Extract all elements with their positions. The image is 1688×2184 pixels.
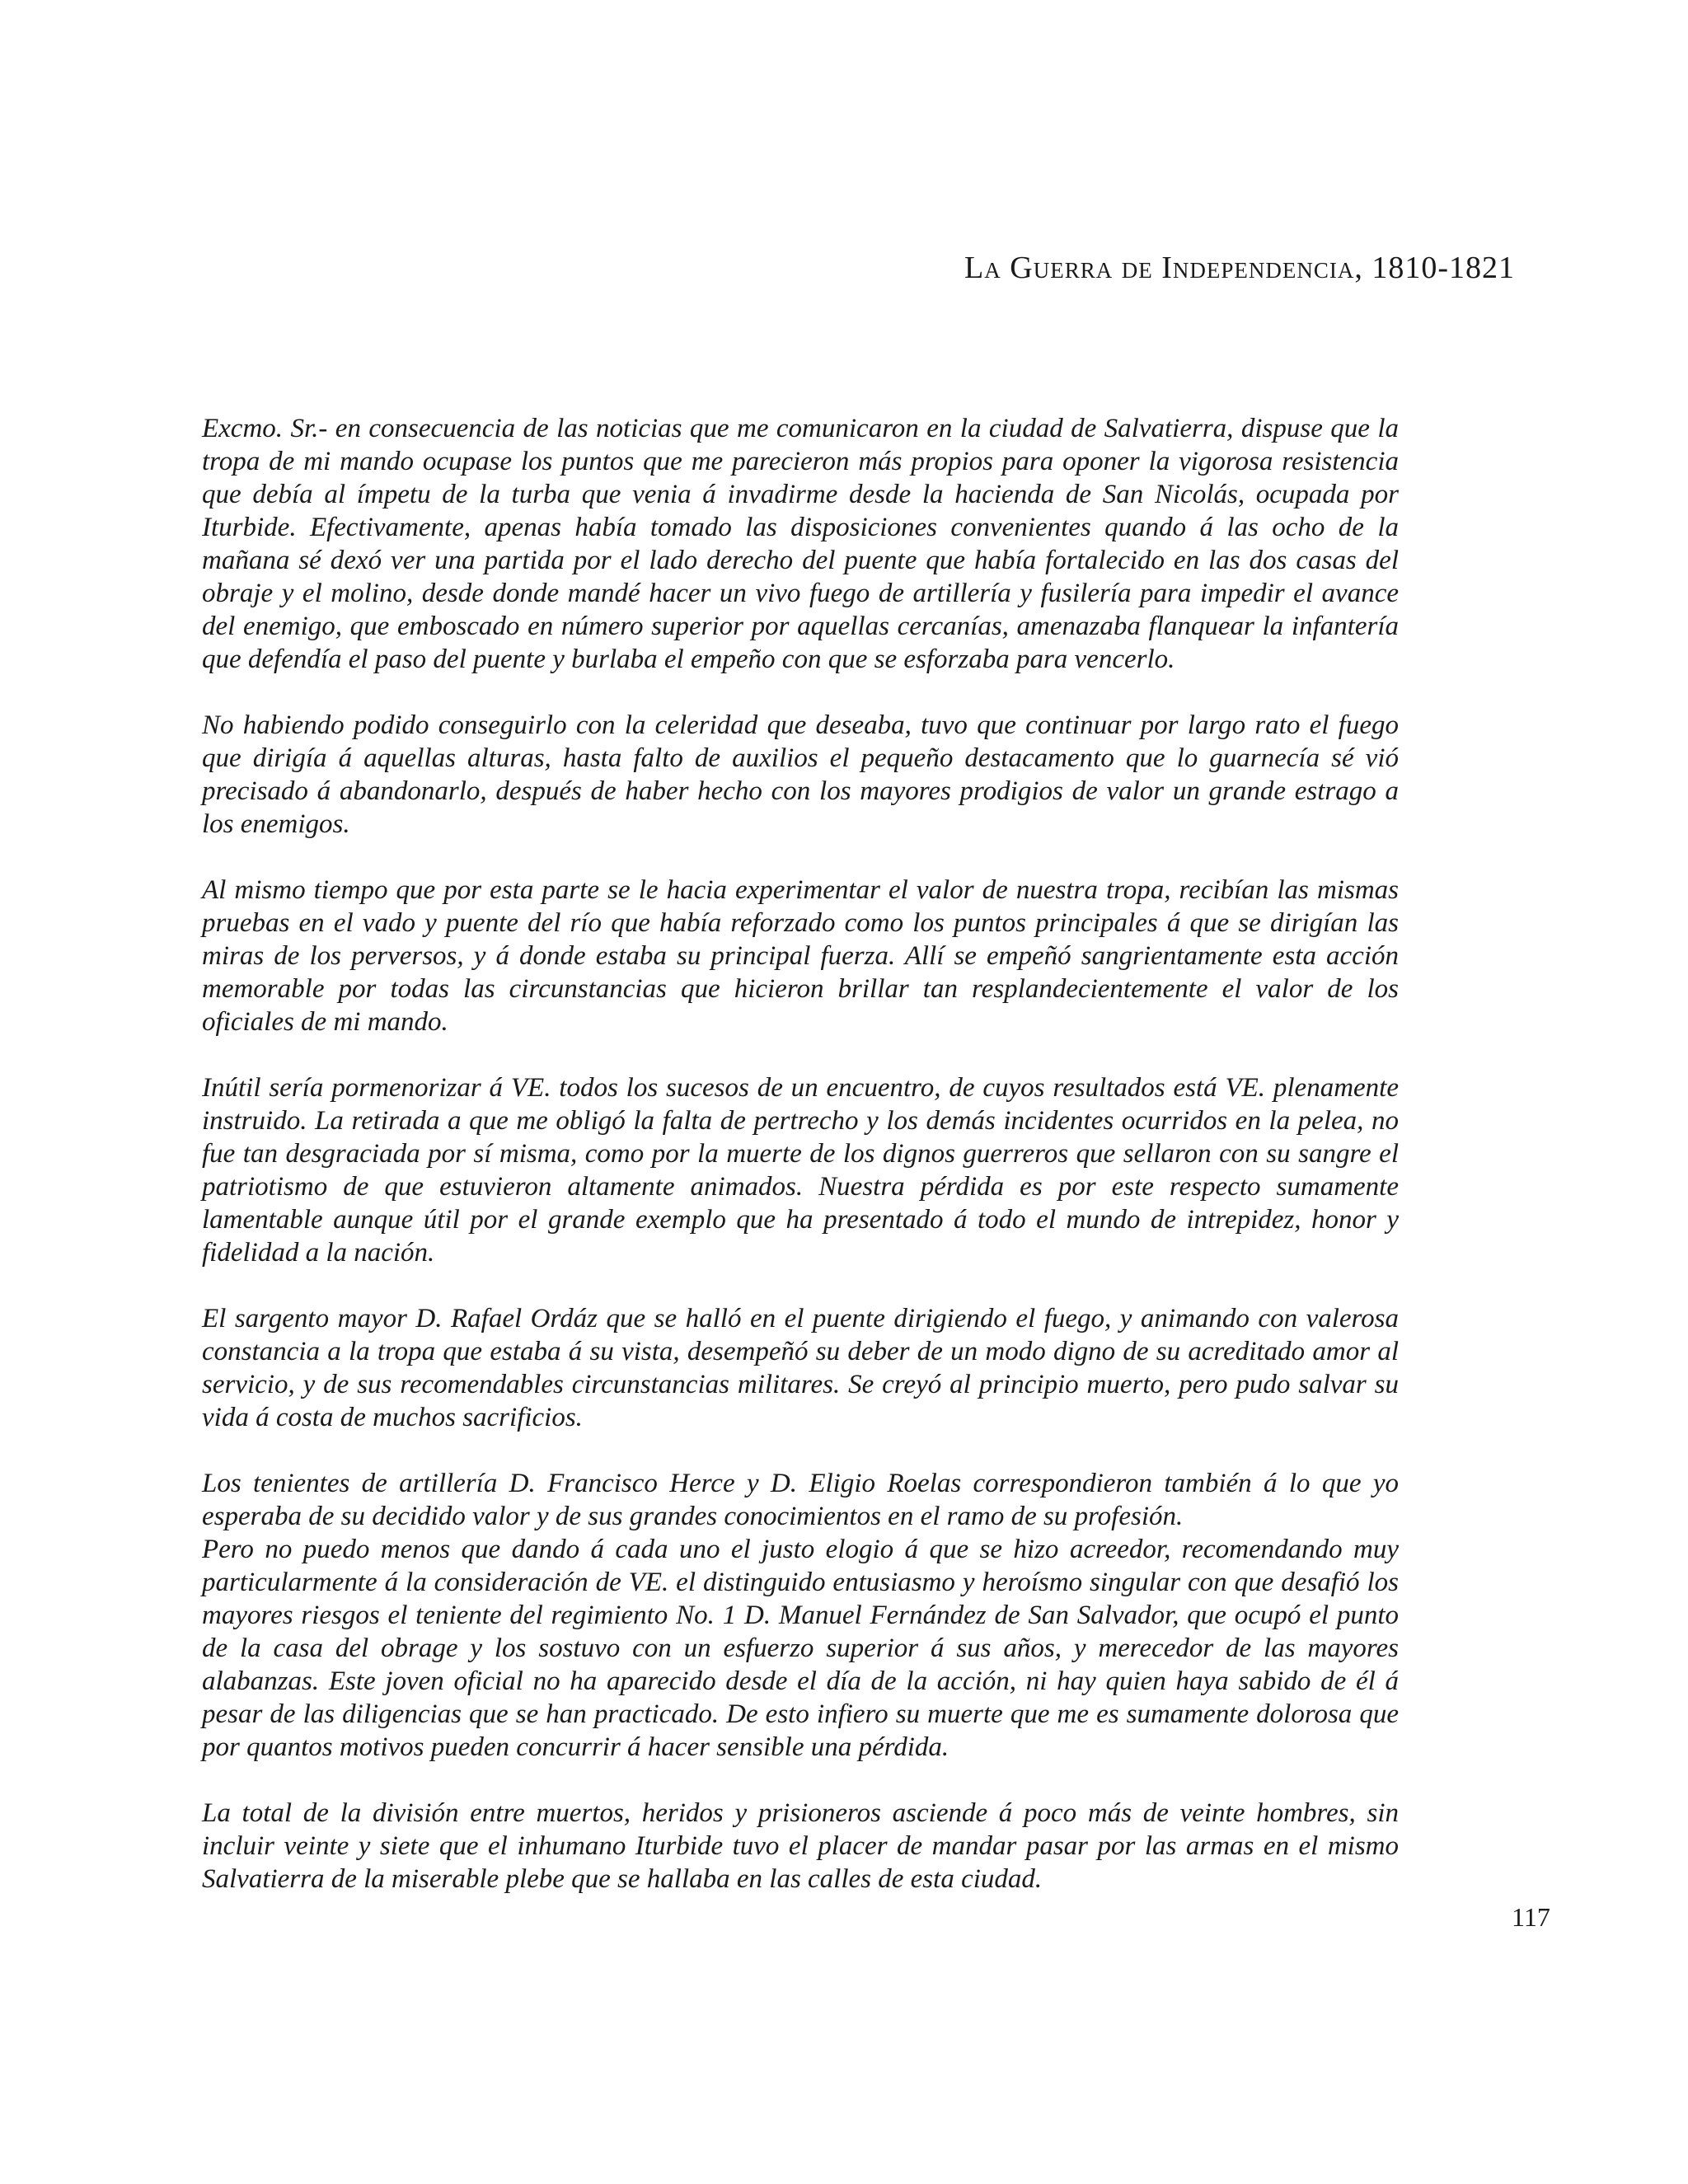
paragraph-8: La total de la división entre muertos, heridos y prisioneros asciende á poco más de veinte hombres, sin incluir veinte y siete que el inhumano Iturbide tuvo el placer de mandar pasar por las armas en el mismo Salvatierra de la miserable plebe que se hallaba en las calles de esta ciudad. bbox=[202, 1798, 1399, 1894]
page-number: 117 bbox=[1512, 1902, 1550, 1932]
paragraph-6: Los tenientes de artillería D. Francisco Herce y D. Eligio Roelas correspondieron también á lo que yo esperaba de su decidido valor y de sus grandes conocimientos en el ramo de su profesión. bbox=[202, 1469, 1399, 1531]
paragraph-5: El sargento mayor D. Rafael Ordáz que se halló en el puente dirigiendo el fuego, y animando con valerosa constancia a la tropa que estaba á su vista, desempeñó su deber de un modo digno de su acreditado amor al servicio, y de sus recomendables circunstancias militares. Se creyó al principio muerto, pero pudo salvar su vida á costa de muchos sacrificios. bbox=[202, 1304, 1399, 1432]
paragraph-1: Excmo. Sr.- en consecuencia de las noticias que me comunicaron en la ciudad de Salvatierra, dispuse que la tropa de mi mando ocupase los puntos que me parecieron más propios para oponer la vigorosa resistencia que debía al ímpetu de la turba que venia á invadirme desde la hacienda de San Nicolás, ocupada por Iturbide. Efectivamente, apenas había tomado las disposiciones convenientes quando á las ocho de la mañana sé dexó ver una partida por el lado derecho del puente que había fortalecido en las dos casas del obraje y el molino, desde donde mandé hacer un vivo fuego de artillería y fusilería para impedir el avance del enemigo, que emboscado en número superior por aquellas cercanías, amenazaba flanquear la infantería que defendía el paso del puente y burlaba el empeño con que se esforzaba para vencerlo. bbox=[202, 414, 1399, 674]
paragraph-7: Pero no puedo menos que dando á cada uno el justo elogio á que se hizo acreedor, recomendando muy particularmente á la consideración de VE. el distinguido entusiasmo y heroísmo singular con que desafió los mayores riesgos el teniente del regimiento No. 1 D. Manuel Fernández de San Salvador, que ocupó el punto de la casa del obrage y los sostuvo con un esfuerzo superior á sus años, y merecedor de las mayores alabanzas. Este joven oficial no ha aparecido desde el día de la acción, ni hay quien haya sabido de él á pesar de las diligencias que se han practicado. De esto infiero su muerte que me es sumamente dolorosa que por quantos motivos pueden concurrir á hacer sensible una pérdida. bbox=[202, 1535, 1399, 1762]
paragraph-2: No habiendo podido conseguirlo con la celeridad que deseaba, tuvo que continuar por largo rato el fuego que dirigía á aquellas alturas, hasta falto de auxilios el pequeño destacamento que lo guarnecía sé vió precisado á abandonarlo, después de haber hecho con los mayores prodigios de valor un grande estrago a los enemigos. bbox=[202, 710, 1399, 839]
running-header-title: La Guerra de Independencia, 1810-1821 bbox=[964, 251, 1515, 285]
paragraph-4: Inútil sería pormenorizar á VE. todos los sucesos de un encuentro, de cuyos resultados está VE. plenamente instruido. La retirada a que me obligó la falta de pertrecho y los demás incidentes ocurridos en la pelea, no fue tan desgraciada por sí misma, como por la muerte de los dignos guerreros que sellaron con su sangre el patriotismo de que estuvieron altamente animados. Nuestra pérdida es por este respecto sumamente lamentable aunque útil por el grande exemplo que ha presentado á todo el mundo de intrepidez, honor y fidelidad a la nación. bbox=[202, 1073, 1399, 1268]
document-body bbox=[202, 412, 1399, 1929]
paragraph-3: Al mismo tiempo que por esta parte se le hacia experimentar el valor de nuestra tropa, recibían las mismas pruebas en el vado y puente del río que había reforzado como los puntos principales á que se dirigían las miras de los perversos, y á donde estaba su principal fuerza. Allí se empeñó sangrientamente esta acción memorable por todas las circunstancias que hicieron brillar tan resplandecientemente el valor de los oficiales de mi mando. bbox=[202, 875, 1399, 1037]
